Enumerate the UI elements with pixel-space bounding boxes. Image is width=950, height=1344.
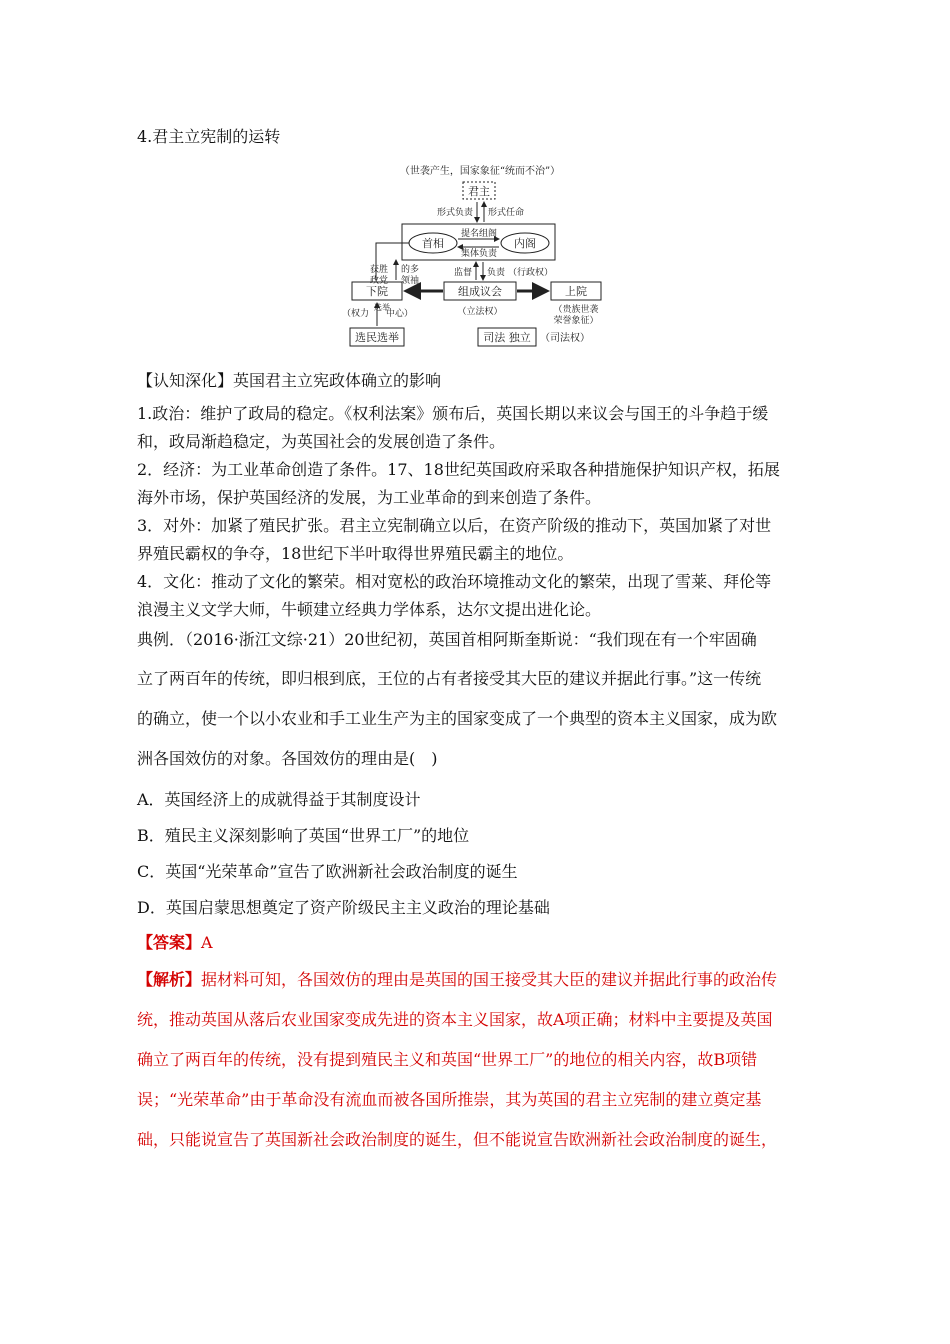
legislative-label: （立法权）: [457, 307, 503, 317]
option-d: D．英国启蒙思想奠定了资产阶级民主主义政治的理论基础: [137, 898, 550, 917]
section-title: 4.君主立宪制的运转: [137, 127, 281, 146]
example-line: 典例．（2016·浙江文综·21）20世纪初，英国首相阿斯奎斯说：“我们现在有一个牢固确: [137, 630, 757, 649]
analysis-line: 统，推动英国从落后农业国家变成先进的资本主义国家，故A项正确；材料中主要提及英国: [137, 1010, 773, 1029]
deepen-line: 海外市场，保护英国经济的发展，为工业革命的到来创造了条件。: [137, 488, 602, 507]
monarch-label: 君主: [468, 185, 490, 198]
example-line: 洲各国效仿的对象。各国效仿的理由是( ): [137, 749, 438, 768]
collective-label: 集体负责: [460, 249, 498, 259]
analysis-line: 误；“光荣革命”由于革命没有流血而被各国所推崇，其为英国的君主立宪制的建立奠定基: [137, 1090, 762, 1109]
answer-label: 【答案】: [137, 933, 202, 952]
nobility-label-1: （贵族世袭: [553, 305, 599, 315]
voters-label: 选民选举: [355, 331, 399, 344]
analysis-line: [137, 969, 777, 991]
answer-line: [137, 932, 213, 954]
deepen-line: 浪漫主义文学大师，牛顿建立经典力学体系，达尔文提出进化论。: [137, 600, 602, 619]
formal-appoint-label: 形式任命: [488, 208, 525, 218]
nominate-label: 提名组阁: [460, 229, 498, 239]
example-line: 立了两百年的传统，即归根到底，王位的占有者接受其大臣的建议并据此行事。”这一传统: [137, 669, 762, 688]
power-center-label-a: （权力: [342, 309, 370, 319]
judicial-power-label: （司法权）: [540, 333, 590, 344]
deepen-line: 4．文化：推动了文化的繁荣。相对宽松的政治环境推动文化的繁荣，出现了雪莱、拜伦等: [137, 572, 772, 591]
analysis-text: 据材料可知，各国效仿的理由是英国的国王接受其大臣的建议并据此行事的政治传: [201, 970, 778, 989]
analysis-line: 确立了两百年的传统，没有提到殖民主义和英国“世界工厂”的地位的相关内容，故B项错: [137, 1050, 758, 1069]
cabinet-label: 内阁: [514, 237, 536, 250]
option-a: A．英国经济上的成就得益于其制度设计: [137, 790, 421, 809]
formal-resp-label: 形式负责: [436, 208, 473, 218]
deepen-line: 2．经济：为工业革命创造了条件。17、18世纪英国政府采取各种措施保护知识产权，拓展: [137, 460, 780, 479]
deepen-line: 3．对外：加紧了殖民扩张。君主立宪制确立以后，在资产阶级的推动下，英国加紧了对世: [137, 516, 772, 535]
lower-house-label: 下院: [366, 285, 388, 298]
pm-label: 首相: [422, 237, 444, 250]
exec-power-label: （行政权）: [508, 268, 554, 278]
responsible-label: 负责: [487, 268, 506, 278]
elected-label: 选举: [374, 303, 390, 312]
example-line: 的确立，使一个以小农业和手工业生产为主的国家变成了一个典型的资本主义国家，成为欧: [137, 709, 778, 728]
option-c: C．英国“光荣革命”宣告了欧洲新社会政治制度的诞生: [137, 862, 518, 881]
analysis-line: 础，只能说宣告了英国新社会政治制度的诞生，但不能说宣告欧洲新社会政治制度的诞生，: [137, 1130, 778, 1149]
analysis-label: 【解析】: [137, 970, 202, 989]
winning-party-label-2: 政党: [370, 276, 389, 286]
deepen-heading: 【认知深化】英国君主立宪政体确立的影响: [137, 371, 442, 390]
deepen-line: 1.政治：维护了政局的稳定。《权利法案》颁布后，英国长期以来议会与国王的斗争趋于缓: [137, 404, 769, 423]
deepen-line: 界殖民霸权的争夺，18世纪下半叶取得世界殖民霸主的地位。: [137, 544, 574, 563]
deepen-line: 和，政局渐趋稳定，为英国社会的发展创造了条件。: [137, 432, 506, 451]
answer-value: A: [201, 933, 213, 952]
power-center-label-b: 中心）: [386, 309, 414, 319]
diagram-top-note: （世袭产生，国家象征“统而不治”）: [399, 166, 561, 177]
option-b: B．殖民主义深刻影响了英国“世界工厂”的地位: [137, 826, 470, 845]
supervise-label: 监督: [453, 268, 472, 278]
upper-house-label: 上院: [565, 285, 587, 298]
leader-label-1: 的多: [401, 265, 420, 275]
parliament-label: 组成议会: [458, 285, 502, 298]
constitutional-monarchy-diagram: [340, 158, 620, 348]
winning-party-label-1: 获胜: [370, 265, 389, 275]
judiciary-label: 司法 独立: [483, 331, 531, 344]
leader-label-2: 领袖: [401, 276, 420, 286]
nobility-label-2: 荣誉象征）: [553, 316, 599, 326]
